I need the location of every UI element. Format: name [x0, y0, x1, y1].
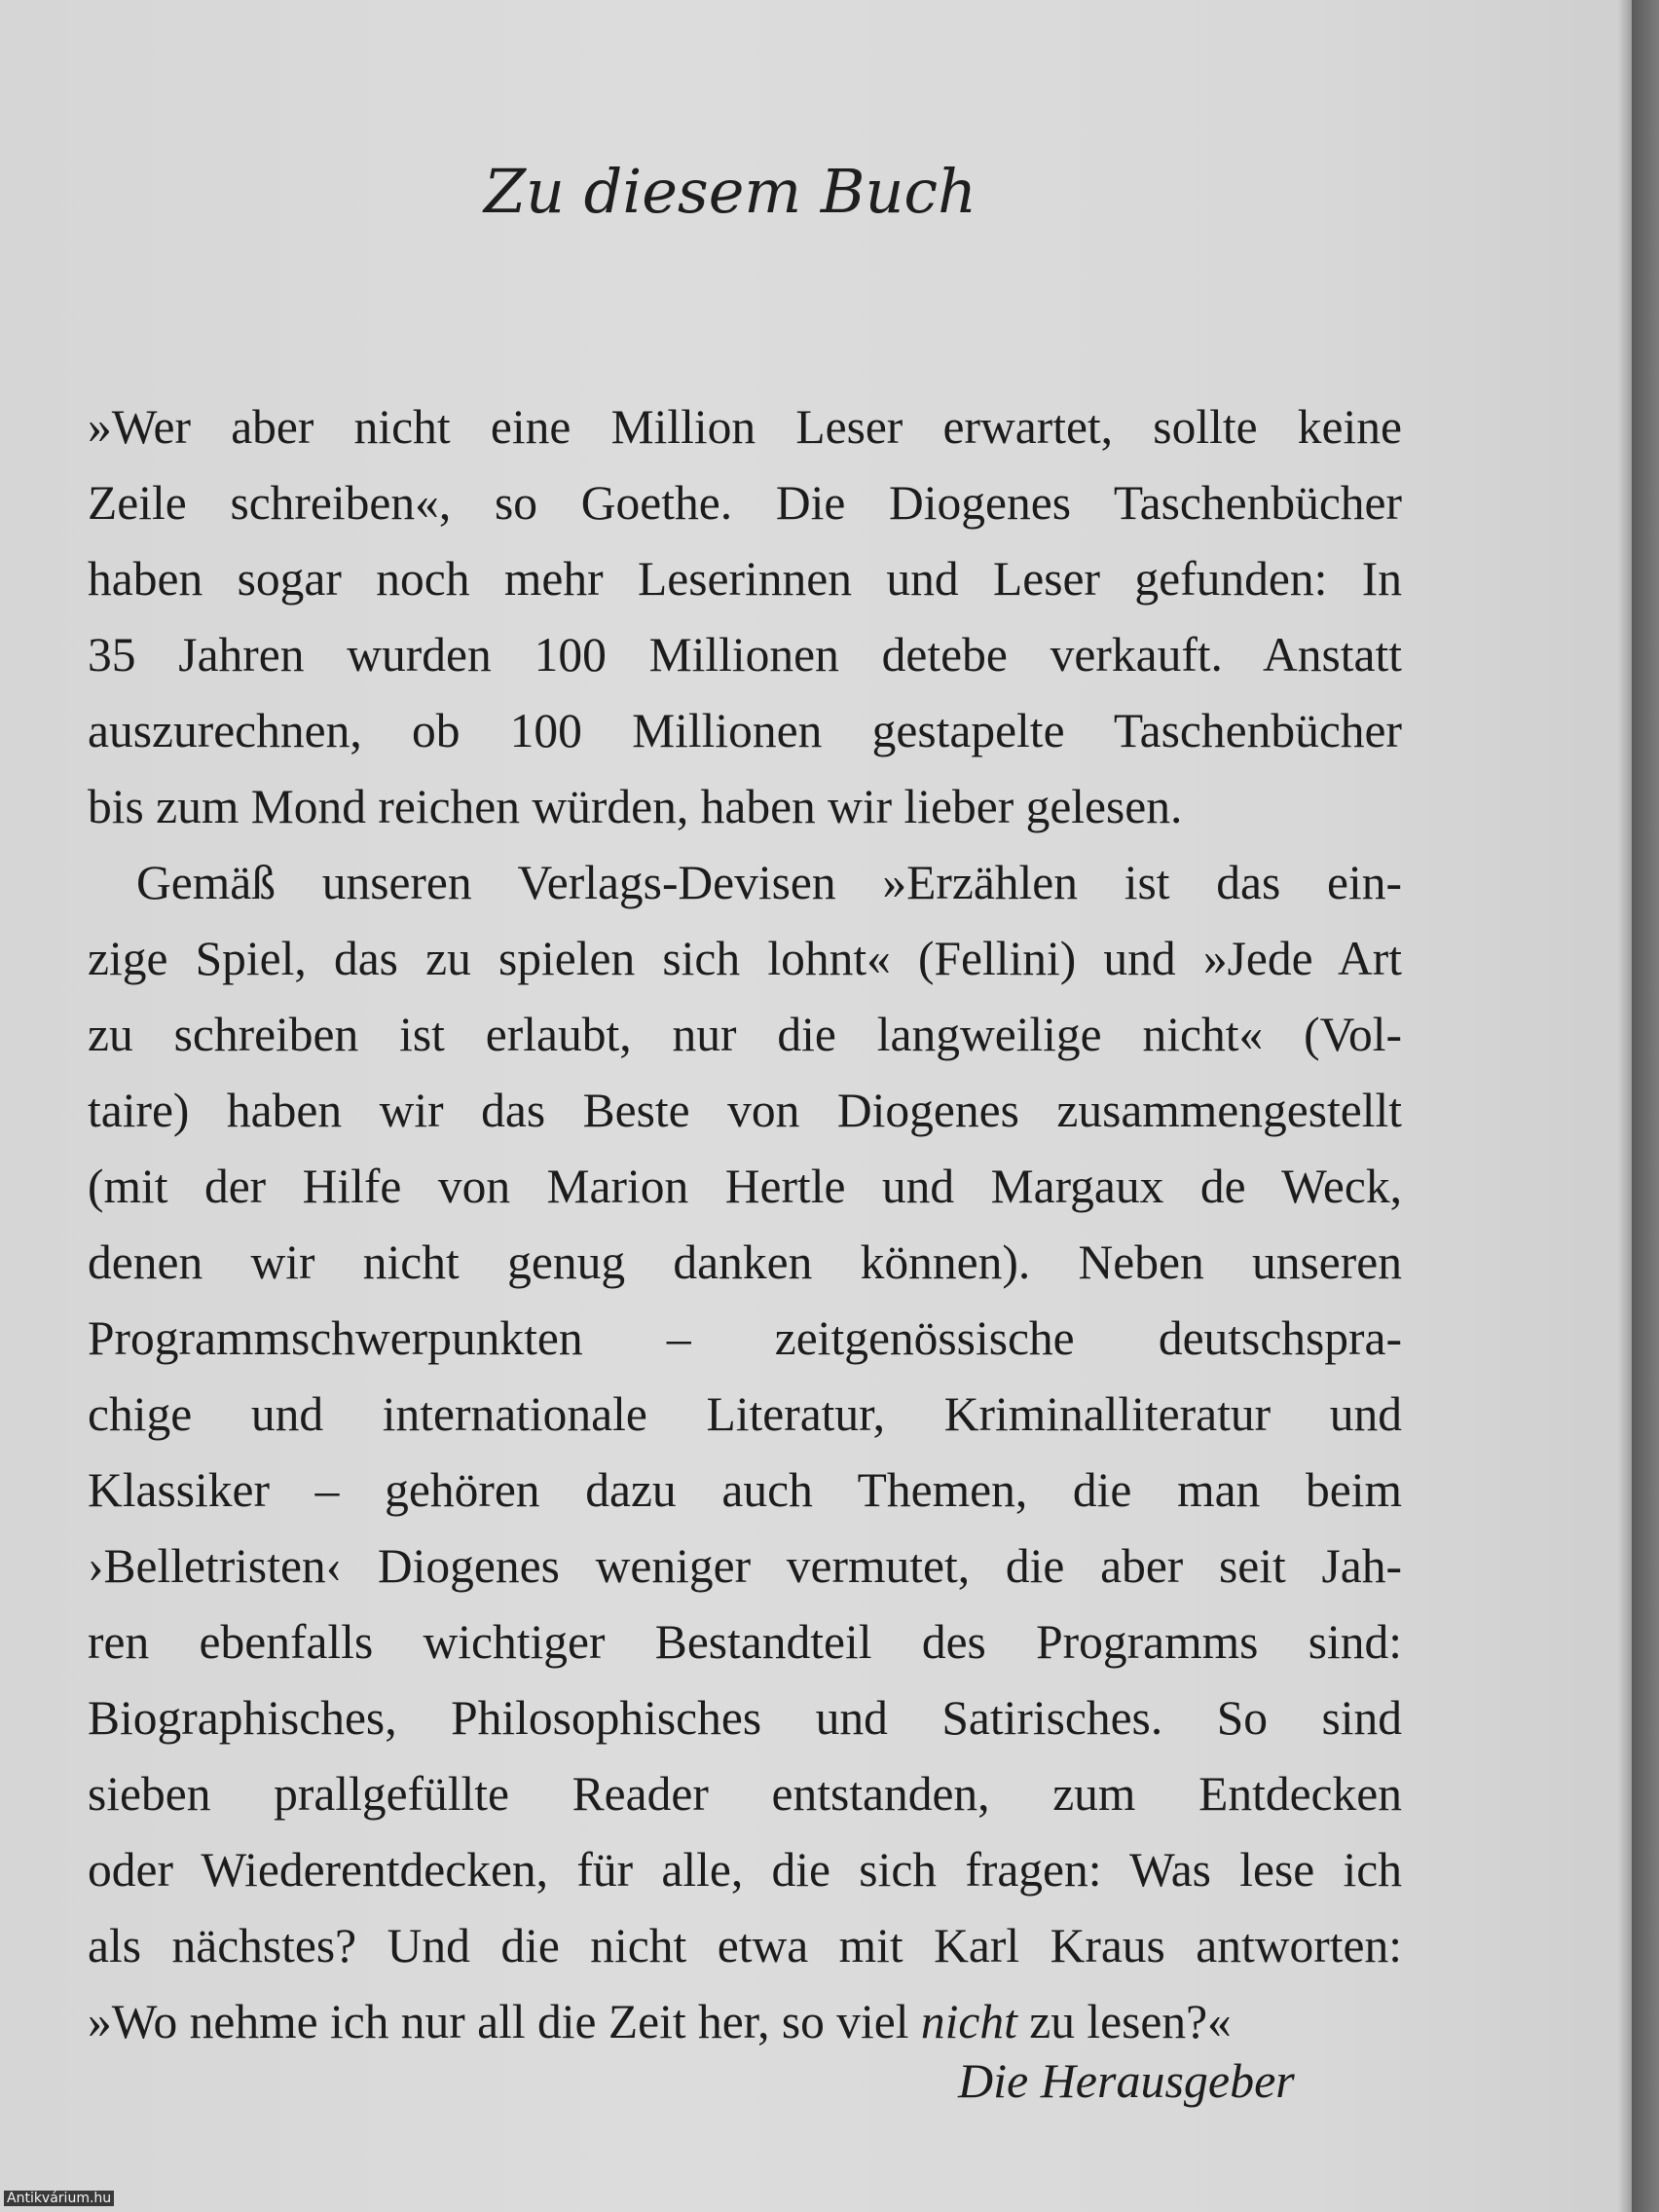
paragraph-line: zige Spiel, das zu spielen sich lohnt« (Fellini) und »Jede Art	[88, 932, 1402, 985]
watermark: Antikvárium.hu	[4, 2191, 114, 2206]
paragraph-line: oder Wiederentdecken, für alle, die sich fragen: Was lese ich	[88, 1843, 1402, 1897]
paragraph-line: ren ebenfalls wichtiger Bestandteil des Programms sind:	[88, 1615, 1402, 1669]
paragraph-line: taire) haben wir das Beste von Diogenes zusammengestellt	[88, 1084, 1402, 1137]
paragraph-line: Biographisches, Philosophisches und Satirisches. So sind	[88, 1691, 1402, 1745]
paragraph-line: »Wer aber nicht eine Million Leser erwartet, sollte keine	[88, 400, 1402, 454]
page-shadow	[1632, 0, 1659, 2212]
paragraph-line: sieben prallgefüllte Reader entstanden, zum Entdecken	[88, 1767, 1402, 1821]
paragraph-line: chige und internationale Literatur, Kriminalliteratur und	[88, 1387, 1402, 1441]
paragraph-line: zu schreiben ist erlaubt, nur die langweilige nicht« (Vol-	[88, 1008, 1402, 1061]
paragraph-line: auszurechnen, ob 100 Millionen gestapelte Taschenbücher	[88, 704, 1402, 757]
emphasis-nicht: nicht	[920, 1995, 1017, 2048]
paragraph-1	[88, 389, 1402, 845]
paragraph-line: bis zum Mond reichen würden, haben wir lieber gelesen.	[88, 780, 1183, 833]
paragraph-line: Klassiker – gehören dazu auch Themen, die man beim	[88, 1463, 1402, 1517]
paragraph-line: haben sogar noch mehr Leserinnen und Leser gefunden: In	[88, 552, 1402, 606]
paragraph-2	[88, 845, 1402, 2060]
body-text	[88, 389, 1402, 2060]
page-edge	[1618, 0, 1632, 2212]
paragraph-line: denen wir nicht genug danken können). Neben unseren	[88, 1235, 1402, 1289]
page-title: Zu diesem Buch	[483, 156, 977, 227]
signature: Die Herausgeber	[958, 2053, 1295, 2108]
paragraph-line: als nächstes? Und die nicht etwa mit Karl Kraus antworten:	[88, 1919, 1402, 1972]
paragraph-line: Programmschwerpunkten – zeitgenössische deutschspra-	[88, 1311, 1402, 1365]
paragraph-line: 35 Jahren wurden 100 Millionen detebe verkauft. Anstatt	[88, 628, 1402, 682]
paragraph-line: Zeile schreiben«, so Goethe. Die Diogenes Taschenbücher	[88, 476, 1402, 530]
paragraph-line: ›Belletristen‹ Diogenes weniger vermutet, die aber seit Jah-	[88, 1539, 1402, 1593]
paragraph-line: (mit der Hilfe von Marion Hertle und Margaux de Weck,	[88, 1160, 1402, 1213]
paragraph-line: Gemäß unseren Verlags-Devisen »Erzählen ist das ein-	[136, 856, 1402, 909]
paragraph-line-final: »Wo nehme ich nur all die Zeit her, so viel nicht zu lesen?«	[88, 1995, 1232, 2048]
